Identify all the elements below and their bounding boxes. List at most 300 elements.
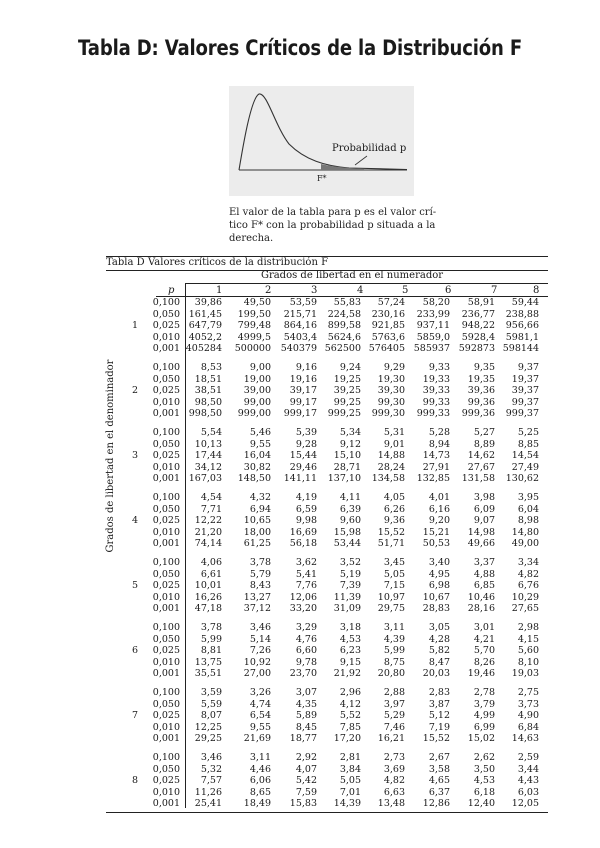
critical-value-cell: 27,00 <box>243 668 271 679</box>
critical-value-cell: 500000 <box>234 343 271 354</box>
critical-value-cell: 39,30 <box>377 385 405 396</box>
critical-value-cell: 14,88 <box>377 450 405 461</box>
critical-value-cell: 167,03 <box>188 473 222 484</box>
critical-value-cell: 9,55 <box>249 721 271 733</box>
critical-value-cell: 4,88 <box>473 568 495 580</box>
critical-value-cell: 5928,4 <box>461 331 495 343</box>
critical-value-cell: 15,83 <box>289 798 317 809</box>
table-row <box>0 752 600 764</box>
critical-value-cell: 9,12 <box>339 438 361 450</box>
critical-value-cell: 7,19 <box>428 721 450 733</box>
critical-value-cell: 899,58 <box>327 320 361 331</box>
critical-value-cell: 236,77 <box>461 308 495 320</box>
table-row <box>0 297 600 309</box>
critical-value-cell: 2,75 <box>517 687 539 698</box>
critical-value-cell: 4,19 <box>295 492 317 503</box>
caption-line: tico F* con la probabilidad p situada a la <box>229 220 436 231</box>
table-row <box>0 320 600 332</box>
critical-value-cell: 61,25 <box>243 538 271 549</box>
df-block <box>0 622 600 687</box>
critical-value-cell: 224,58 <box>327 308 361 320</box>
critical-value-cell: 7,46 <box>383 721 405 733</box>
critical-value-cell: 2,92 <box>295 752 317 763</box>
critical-value-cell: 4,05 <box>383 492 405 503</box>
critical-value-cell: 6,60 <box>295 645 317 656</box>
denominator-df: 1 <box>131 320 139 331</box>
critical-value-cell: 5,41 <box>295 568 317 580</box>
denominator-axis-label: Grados de libertad en el denominador <box>105 359 116 553</box>
critical-value-cell: 29,46 <box>289 461 317 473</box>
p-value-cell: 0,010 <box>152 656 180 668</box>
critical-value-cell: 13,27 <box>243 591 271 603</box>
table-row <box>0 580 600 592</box>
p-value-cell: 0,010 <box>152 331 180 343</box>
critical-value-cell: 6,85 <box>473 580 495 591</box>
critical-value-cell: 3,87 <box>428 698 450 710</box>
critical-value-cell: 14,98 <box>467 526 495 538</box>
critical-value-cell: 4,46 <box>249 763 271 775</box>
critical-value-cell: 5624,6 <box>327 331 361 343</box>
critical-value-cell: 6,99 <box>473 721 495 733</box>
table-row <box>0 645 600 657</box>
col-header: 5 <box>402 285 409 296</box>
critical-value-cell: 4,06 <box>200 557 222 568</box>
col-header: 7 <box>491 285 498 296</box>
critical-value-cell: 3,78 <box>200 622 222 633</box>
critical-value-cell: 937,11 <box>416 320 450 331</box>
critical-value-cell: 27,91 <box>422 461 450 473</box>
critical-value-cell: 19,00 <box>243 373 271 385</box>
critical-value-cell: 5,82 <box>428 645 450 656</box>
critical-value-cell: 4,90 <box>517 710 539 721</box>
p-value-cell: 0,050 <box>152 373 180 385</box>
critical-value-cell: 99,36 <box>467 396 495 408</box>
critical-value-cell: 3,40 <box>428 557 450 568</box>
critical-value-cell: 3,37 <box>473 557 495 568</box>
critical-value-cell: 3,58 <box>428 763 450 775</box>
critical-value-cell: 4,54 <box>200 492 222 503</box>
numerator-rule <box>185 283 548 284</box>
critical-value-cell: 49,00 <box>511 538 539 549</box>
critical-value-cell: 11,39 <box>333 591 361 603</box>
p-value-cell: 0,001 <box>152 538 180 549</box>
critical-value-cell: 15,02 <box>467 733 495 744</box>
critical-value-cell: 5981,1 <box>505 331 539 343</box>
p-value-cell: 0,025 <box>152 645 180 656</box>
p-value-cell: 0,050 <box>152 503 180 515</box>
critical-value-cell: 9,37 <box>517 362 539 373</box>
col-header: 8 <box>533 285 540 296</box>
critical-value-cell: 4,99 <box>473 710 495 721</box>
critical-value-cell: 3,79 <box>473 698 495 710</box>
p-value-cell: 0,050 <box>152 698 180 710</box>
table-row <box>0 309 600 321</box>
critical-value-cell: 27,67 <box>467 461 495 473</box>
critical-value-cell: 148,50 <box>237 473 271 484</box>
critical-value-cell: 59,44 <box>511 297 539 308</box>
critical-value-cell: 5,34 <box>339 427 361 438</box>
critical-value-cell: 4,11 <box>339 492 361 503</box>
p-value-cell: 0,050 <box>152 568 180 580</box>
critical-value-cell: 39,37 <box>511 385 539 396</box>
critical-value-cell: 34,12 <box>194 461 222 473</box>
critical-value-cell: 948,22 <box>461 320 495 331</box>
critical-value-cell: 998,50 <box>188 408 222 419</box>
critical-value-cell: 10,46 <box>467 591 495 603</box>
critical-value-cell: 19,37 <box>511 373 539 385</box>
critical-value-cell: 5,19 <box>339 568 361 580</box>
table-row <box>0 385 600 397</box>
critical-value-cell: 5,12 <box>428 710 450 721</box>
table-row <box>0 504 600 516</box>
critical-value-cell: 3,52 <box>339 557 361 568</box>
critical-value-cell: 6,26 <box>383 503 405 515</box>
critical-value-cell: 20,80 <box>377 668 405 679</box>
table-row <box>0 462 600 474</box>
critical-value-cell: 27,49 <box>511 461 539 473</box>
critical-value-cell: 4,01 <box>428 492 450 503</box>
p-value-cell: 0,025 <box>152 580 180 591</box>
critical-value-cell: 39,36 <box>467 385 495 396</box>
table-label: Tabla D <box>106 257 145 268</box>
critical-value-cell: 5,28 <box>428 427 450 438</box>
critical-value-cell: 53,59 <box>289 297 317 308</box>
page-title: Tabla D: Valores Críticos de la Distribución F <box>77 36 523 60</box>
critical-value-cell: 4,28 <box>428 633 450 645</box>
critical-value-cell: 15,10 <box>333 450 361 461</box>
denominator-df: 2 <box>131 385 139 396</box>
critical-value-cell: 3,05 <box>428 622 450 633</box>
critical-value-cell: 3,78 <box>249 557 271 568</box>
critical-value-cell: 5,05 <box>339 775 361 786</box>
p-value-cell: 0,100 <box>152 687 180 698</box>
table-row <box>0 515 600 527</box>
critical-value-cell: 4,43 <box>517 775 539 786</box>
critical-value-cell: 799,48 <box>237 320 271 331</box>
critical-value-cell: 18,51 <box>194 373 222 385</box>
critical-value-cell: 131,58 <box>461 473 495 484</box>
critical-value-cell: 9,15 <box>339 656 361 668</box>
critical-value-cell: 2,96 <box>339 687 361 698</box>
critical-value-cell: 19,25 <box>333 373 361 385</box>
critical-value-cell: 17,20 <box>333 733 361 744</box>
p-value-cell: 0,100 <box>152 622 180 633</box>
table-row <box>0 733 600 745</box>
critical-value-cell: 56,18 <box>289 538 317 549</box>
table-row <box>0 397 600 409</box>
table-row <box>0 362 600 374</box>
critical-value-cell: 99,37 <box>511 396 539 408</box>
critical-value-cell: 19,35 <box>467 373 495 385</box>
critical-value-cell: 9,28 <box>295 438 317 450</box>
critical-value-cell: 6,37 <box>428 786 450 798</box>
critical-value-cell: 5,99 <box>383 645 405 656</box>
p-value-cell: 0,025 <box>152 385 180 396</box>
critical-value-cell: 6,23 <box>339 645 361 656</box>
p-value-cell: 0,100 <box>152 492 180 503</box>
critical-value-cell: 47,18 <box>194 603 222 614</box>
critical-value-cell: 15,52 <box>422 733 450 744</box>
critical-value-cell: 51,71 <box>377 538 405 549</box>
critical-value-cell: 50,53 <box>422 538 450 549</box>
critical-value-cell: 134,58 <box>371 473 405 484</box>
critical-value-cell: 5,31 <box>383 427 405 438</box>
critical-value-cell: 58,91 <box>467 297 495 308</box>
table-bottom-rule <box>106 812 548 813</box>
critical-value-cell: 9,55 <box>249 438 271 450</box>
critical-value-cell: 9,07 <box>473 515 495 526</box>
critical-value-cell: 99,33 <box>422 396 450 408</box>
critical-value-cell: 7,85 <box>339 721 361 733</box>
critical-value-cell: 10,65 <box>243 515 271 526</box>
table-row <box>0 557 600 569</box>
critical-value-cell: 28,71 <box>333 461 361 473</box>
critical-value-cell: 4,35 <box>295 698 317 710</box>
table-row <box>0 722 600 734</box>
critical-value-cell: 4,76 <box>295 633 317 645</box>
critical-value-cell: 999,37 <box>505 408 539 419</box>
critical-value-cell: 7,76 <box>295 580 317 591</box>
critical-value-cell: 6,03 <box>517 786 539 798</box>
critical-value-cell: 3,69 <box>383 763 405 775</box>
p-value-cell: 0,050 <box>152 763 180 775</box>
p-value-cell: 0,001 <box>152 473 180 484</box>
table-row <box>0 764 600 776</box>
p-value-cell: 0,001 <box>152 343 180 354</box>
critical-value-cell: 39,86 <box>194 297 222 308</box>
table-row <box>0 427 600 439</box>
critical-value-cell: 5,54 <box>200 427 222 438</box>
table-title: Valores críticos de la distribución F <box>148 257 329 268</box>
critical-value-cell: 6,16 <box>428 503 450 515</box>
p-value-cell: 0,010 <box>152 591 180 603</box>
table-row <box>0 473 600 485</box>
p-value-cell: 0,025 <box>152 320 180 331</box>
critical-value-cell: 99,17 <box>289 396 317 408</box>
critical-value-cell: 12,40 <box>467 798 495 809</box>
critical-value-cell: 137,10 <box>327 473 361 484</box>
col-header: 2 <box>265 285 272 296</box>
critical-value-cell: 10,13 <box>194 438 222 450</box>
critical-value-cell: 5,60 <box>517 645 539 656</box>
critical-value-cell: 3,46 <box>249 622 271 633</box>
probability-label: Probabilidad p <box>332 143 407 154</box>
critical-value-cell: 233,99 <box>416 308 450 320</box>
critical-value-cell: 5763,6 <box>371 331 405 343</box>
critical-value-cell: 3,84 <box>339 763 361 775</box>
p-value-cell: 0,025 <box>152 710 180 721</box>
critical-value-cell: 4,32 <box>249 492 271 503</box>
critical-value-cell: 5,52 <box>339 710 361 721</box>
critical-value-cell: 19,16 <box>289 373 317 385</box>
critical-value-cell: 28,16 <box>467 603 495 614</box>
critical-value-cell: 19,33 <box>422 373 450 385</box>
critical-value-cell: 29,75 <box>377 603 405 614</box>
critical-value-cell: 7,01 <box>339 786 361 798</box>
table-row <box>0 798 600 810</box>
critical-value-cell: 956,66 <box>505 320 539 331</box>
p-value-cell: 0,010 <box>152 461 180 473</box>
denominator-df: 4 <box>131 515 139 526</box>
critical-value-cell: 19,46 <box>467 668 495 679</box>
critical-value-cell: 99,25 <box>333 396 361 408</box>
critical-value-cell: 10,92 <box>243 656 271 668</box>
table-row <box>0 634 600 646</box>
critical-value-cell: 19,03 <box>511 668 539 679</box>
caption-line: El valor de la tabla para p es el valor crí- <box>229 207 437 218</box>
critical-value-cell: 999,33 <box>416 408 450 419</box>
critical-value-cell: 5,25 <box>517 427 539 438</box>
p-value-cell: 0,010 <box>152 721 180 733</box>
critical-value-cell: 5,59 <box>200 698 222 710</box>
critical-value-cell: 4,82 <box>517 568 539 580</box>
critical-value-cell: 16,21 <box>377 733 405 744</box>
critical-value-cell: 28,83 <box>422 603 450 614</box>
critical-value-cell: 9,60 <box>339 515 361 526</box>
critical-value-cell: 8,98 <box>517 515 539 526</box>
caption-line: derecha. <box>229 233 274 244</box>
critical-value-cell: 39,25 <box>333 385 361 396</box>
denominator-df: 8 <box>131 775 139 786</box>
p-value-cell: 0,010 <box>152 786 180 798</box>
critical-value-cell: 13,75 <box>194 656 222 668</box>
figure-caption <box>229 206 437 245</box>
critical-value-cell: 6,54 <box>249 710 271 721</box>
critical-value-cell: 37,12 <box>243 603 271 614</box>
critical-value-cell: 35,51 <box>194 668 222 679</box>
critical-value-cell: 11,26 <box>194 786 222 798</box>
denominator-df: 5 <box>131 580 139 591</box>
critical-value-cell: 15,44 <box>289 450 317 461</box>
table-row <box>0 492 600 504</box>
table-row <box>0 538 600 550</box>
critical-value-cell: 5,39 <box>295 427 317 438</box>
critical-value-cell: 58,20 <box>422 297 450 308</box>
critical-value-cell: 23,70 <box>289 668 317 679</box>
critical-value-cell: 864,16 <box>283 320 317 331</box>
critical-value-cell: 14,39 <box>333 798 361 809</box>
critical-value-cell: 6,18 <box>473 786 495 798</box>
critical-value-cell: 10,01 <box>194 580 222 591</box>
critical-value-cell: 7,26 <box>249 645 271 656</box>
critical-value-cell: 99,30 <box>377 396 405 408</box>
critical-value-cell: 3,34 <box>517 557 539 568</box>
critical-value-cell: 53,44 <box>333 538 361 549</box>
critical-value-cell: 3,73 <box>517 698 539 710</box>
critical-value-cell: 6,94 <box>249 503 271 515</box>
critical-value-cell: 49,66 <box>467 538 495 549</box>
p-value-cell: 0,025 <box>152 450 180 461</box>
critical-value-cell: 132,85 <box>416 473 450 484</box>
critical-value-cell: 9,24 <box>339 362 361 373</box>
critical-value-cell: 999,25 <box>327 408 361 419</box>
critical-value-cell: 5,89 <box>295 710 317 721</box>
table-row <box>0 668 600 680</box>
critical-value-cell: 28,24 <box>377 461 405 473</box>
critical-value-cell: 6,09 <box>473 503 495 515</box>
critical-value-cell: 9,16 <box>295 362 317 373</box>
critical-value-cell: 3,26 <box>249 687 271 698</box>
col-header: 1 <box>216 285 223 296</box>
f-star-label: F* <box>317 174 327 183</box>
critical-value-cell: 25,41 <box>194 798 222 809</box>
p-value-cell: 0,100 <box>152 362 180 373</box>
critical-value-cell: 9,33 <box>428 362 450 373</box>
critical-value-cell: 6,63 <box>383 786 405 798</box>
critical-value-cell: 598144 <box>502 343 539 354</box>
critical-value-cell: 14,54 <box>511 450 539 461</box>
critical-value-cell: 3,45 <box>383 557 405 568</box>
df-block <box>0 492 600 557</box>
critical-value-cell: 7,71 <box>200 503 222 515</box>
critical-value-cell: 16,04 <box>243 450 271 461</box>
table-row <box>0 569 600 581</box>
critical-value-cell: 2,88 <box>383 687 405 698</box>
critical-value-cell: 3,95 <box>517 492 539 503</box>
critical-value-cell: 20,03 <box>422 668 450 679</box>
critical-value-cell: 230,16 <box>371 308 405 320</box>
critical-value-cell: 5,99 <box>200 633 222 645</box>
critical-value-cell: 6,04 <box>517 503 539 515</box>
p-value-cell: 0,050 <box>152 438 180 450</box>
critical-value-cell: 12,06 <box>289 591 317 603</box>
critical-value-cell: 8,10 <box>517 656 539 668</box>
critical-value-cell: 12,25 <box>194 721 222 733</box>
critical-value-cell: 15,52 <box>377 526 405 538</box>
numerator-header: Grados de libertad en el numerador <box>260 270 444 281</box>
df-block <box>0 687 600 752</box>
critical-value-cell: 98,50 <box>194 396 222 408</box>
critical-value-cell: 8,81 <box>200 645 222 656</box>
critical-value-cell: 12,05 <box>511 798 539 809</box>
critical-value-cell: 4,53 <box>339 633 361 645</box>
critical-value-cell: 10,97 <box>377 591 405 603</box>
critical-value-cell: 4,21 <box>473 633 495 645</box>
critical-value-cell: 999,00 <box>237 408 271 419</box>
critical-value-cell: 215,71 <box>283 308 317 320</box>
p-value-cell: 0,025 <box>152 515 180 526</box>
df-block <box>0 297 600 362</box>
critical-value-cell: 9,35 <box>473 362 495 373</box>
critical-value-cell: 4,82 <box>383 775 405 786</box>
critical-value-cell: 130,62 <box>505 473 539 484</box>
critical-value-cell: 8,47 <box>428 656 450 668</box>
critical-value-cell: 10,67 <box>422 591 450 603</box>
critical-value-cell: 29,25 <box>194 733 222 744</box>
p-column-header: p <box>168 285 175 296</box>
critical-value-cell: 647,79 <box>188 320 222 331</box>
p-value-cell: 0,001 <box>152 668 180 679</box>
table-row <box>0 408 600 420</box>
critical-value-cell: 14,62 <box>467 450 495 461</box>
critical-value-cell: 31,09 <box>333 603 361 614</box>
critical-value-cell: 4,12 <box>339 698 361 710</box>
critical-value-cell: 16,26 <box>194 591 222 603</box>
critical-value-cell: 9,20 <box>428 515 450 526</box>
p-value-cell: 0,050 <box>152 308 180 320</box>
critical-value-cell: 8,53 <box>200 362 222 373</box>
critical-value-cell: 49,50 <box>243 297 271 308</box>
critical-value-cell: 5,42 <box>295 775 317 786</box>
critical-value-cell: 9,00 <box>249 362 271 373</box>
critical-value-cell: 3,98 <box>473 492 495 503</box>
critical-value-cell: 4052,2 <box>188 331 222 343</box>
critical-value-cell: 5,27 <box>473 427 495 438</box>
critical-value-cell: 5403,4 <box>283 331 317 343</box>
critical-value-cell: 5,70 <box>473 645 495 656</box>
f-distribution-figure <box>229 86 414 196</box>
critical-value-cell: 12,86 <box>422 798 450 809</box>
